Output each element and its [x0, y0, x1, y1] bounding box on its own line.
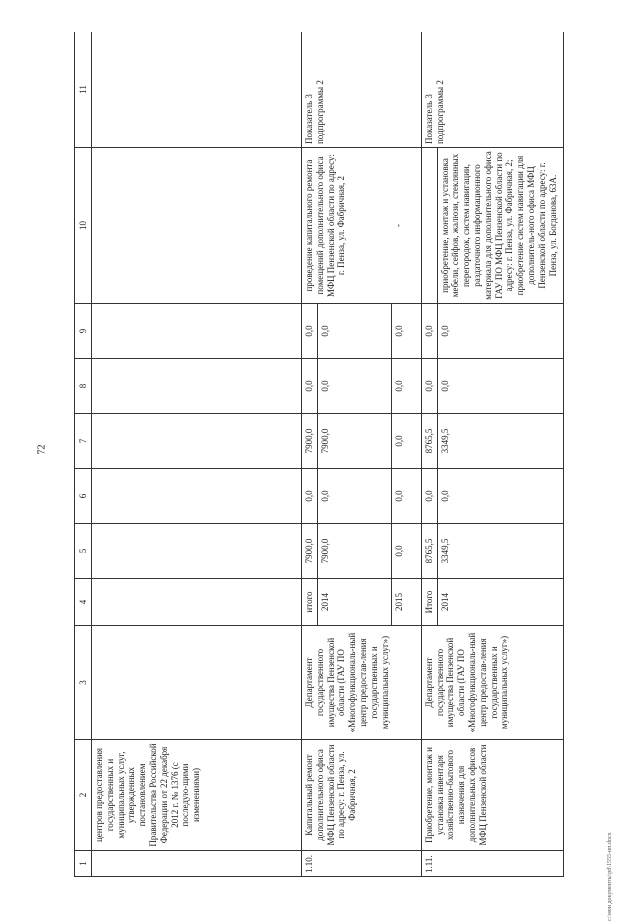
expected-result-dash: - — [391, 148, 421, 304]
cell-local: 0,0 — [391, 359, 421, 414]
cell-regional: 7900,0 — [317, 414, 391, 469]
cell-federal: 0,0 — [302, 469, 318, 524]
cell-federal: 0,0 — [391, 469, 421, 524]
cell-total: 0,0 — [391, 524, 421, 579]
col-header-10: 10 — [75, 148, 92, 304]
col-header-11: 11 — [75, 32, 92, 148]
activity-name: Приобретение, монтаж и установка инвентаря хозяйственно-бытового назначения для дополнительных офисов МФЦ Пензенской области — [421, 740, 563, 851]
expected-result-blank — [421, 148, 437, 304]
row-1-11-total — [421, 32, 437, 877]
cell-federal: 0,0 — [437, 469, 563, 524]
expected-result: приобретение, монтаж и установка мебели, сейфов, жалюзи, стеклянных перегородок, систем навигации, раздаточного информационного материала для дополнительного офиса ГАУ ПО МФЦ Пензенской области по адресу: г. Пенза, ул. Фабричная, 2; приобретение систем навигации для дополнитель-ного офиса МФЦ Пензенской области по адресу: г. Пенза, ул. Богданова, 63А. — [437, 148, 563, 304]
col-header-8: 8 — [75, 359, 92, 414]
year-label: 2014 — [437, 579, 563, 626]
activity-name: Капитальный ремонт дополнительного офиса МФЦ Пензенской области по адресу: г. Пенза, ул. Фабричная, 2 — [302, 740, 422, 851]
col-header-1: 1 — [75, 851, 92, 877]
cell-total: 7900,0 — [317, 524, 391, 579]
cell-local: 0,0 — [317, 359, 391, 414]
row-number: 1.10. — [302, 851, 422, 877]
cell-other: 0,0 — [317, 304, 391, 359]
col-header-2: 2 — [75, 740, 92, 851]
carry-over-row — [92, 32, 302, 877]
year-label: 2014 — [317, 579, 391, 626]
cell-local: 0,0 — [421, 359, 437, 414]
year-label: Итого — [421, 579, 437, 626]
cell-local: 0,0 — [302, 359, 318, 414]
cell-regional: 3349,5 — [437, 414, 563, 469]
page-number: 72 — [36, 444, 48, 455]
cell-federal: 0,0 — [317, 469, 391, 524]
cell-total: 8765,5 — [421, 524, 437, 579]
col-header-4: 4 — [75, 579, 92, 626]
year-label: 2015 — [391, 579, 421, 626]
cell-other: 0,0 — [421, 304, 437, 359]
col-header-9: 9 — [75, 304, 92, 359]
row-1-10-total — [302, 32, 318, 877]
col-header-3: 3 — [75, 626, 92, 740]
executor: Департамент государственного имущества Пензенской области (ГАУ ПО «Многофункциональ-ный центр предостав-ления государственных и муниципальных услуг») — [302, 626, 422, 740]
cell-total: 3349,5 — [437, 524, 563, 579]
program-table — [74, 32, 564, 877]
cell-regional: 0,0 — [391, 414, 421, 469]
indicator: Показатель 3 подпрограммы 2 — [421, 32, 563, 148]
indicator: Показатель 3 подпрограммы 2 — [302, 32, 422, 148]
cell-other: 0,0 — [302, 304, 318, 359]
cell-federal: 0,0 — [421, 469, 437, 524]
cell-regional: 7900,0 — [302, 414, 318, 469]
row-number: 1.11. — [421, 851, 563, 877]
table-stage — [74, 32, 564, 877]
carry-over-text: центров предоставления государственных и муниципальных услуг, утвержденных постановлением Правительства Российской Федерации от 22 декабря 2012 г. № 1376 (с последую-щими изменениями) — [92, 740, 302, 851]
cell-other: 0,0 — [437, 304, 563, 359]
expected-result: проведение капитального ремонта помещений дополнительного офиса МФЦ Пензенской области по адресу: г. Пенза, ул. Фабричная, 2 — [302, 148, 392, 304]
executor: Департамент государственного имущества Пензенской области (ГАУ ПО «Многофункциональ-ный центр предостав-ления государственных и муниципальных услуг») — [421, 626, 563, 740]
col-header-7: 7 — [75, 414, 92, 469]
cell-regional: 8765,5 — [421, 414, 437, 469]
cell-other: 0,0 — [391, 304, 421, 359]
cell-local: 0,0 — [437, 359, 563, 414]
cell-total: 7900,0 — [302, 524, 318, 579]
col-header-5: 5 — [75, 524, 92, 579]
header-row — [75, 32, 92, 877]
col-header-6: 6 — [75, 469, 92, 524]
footer-path: c:\мои документы\pd\1555-нп.docx — [607, 832, 613, 921]
year-label: итого — [302, 579, 318, 626]
